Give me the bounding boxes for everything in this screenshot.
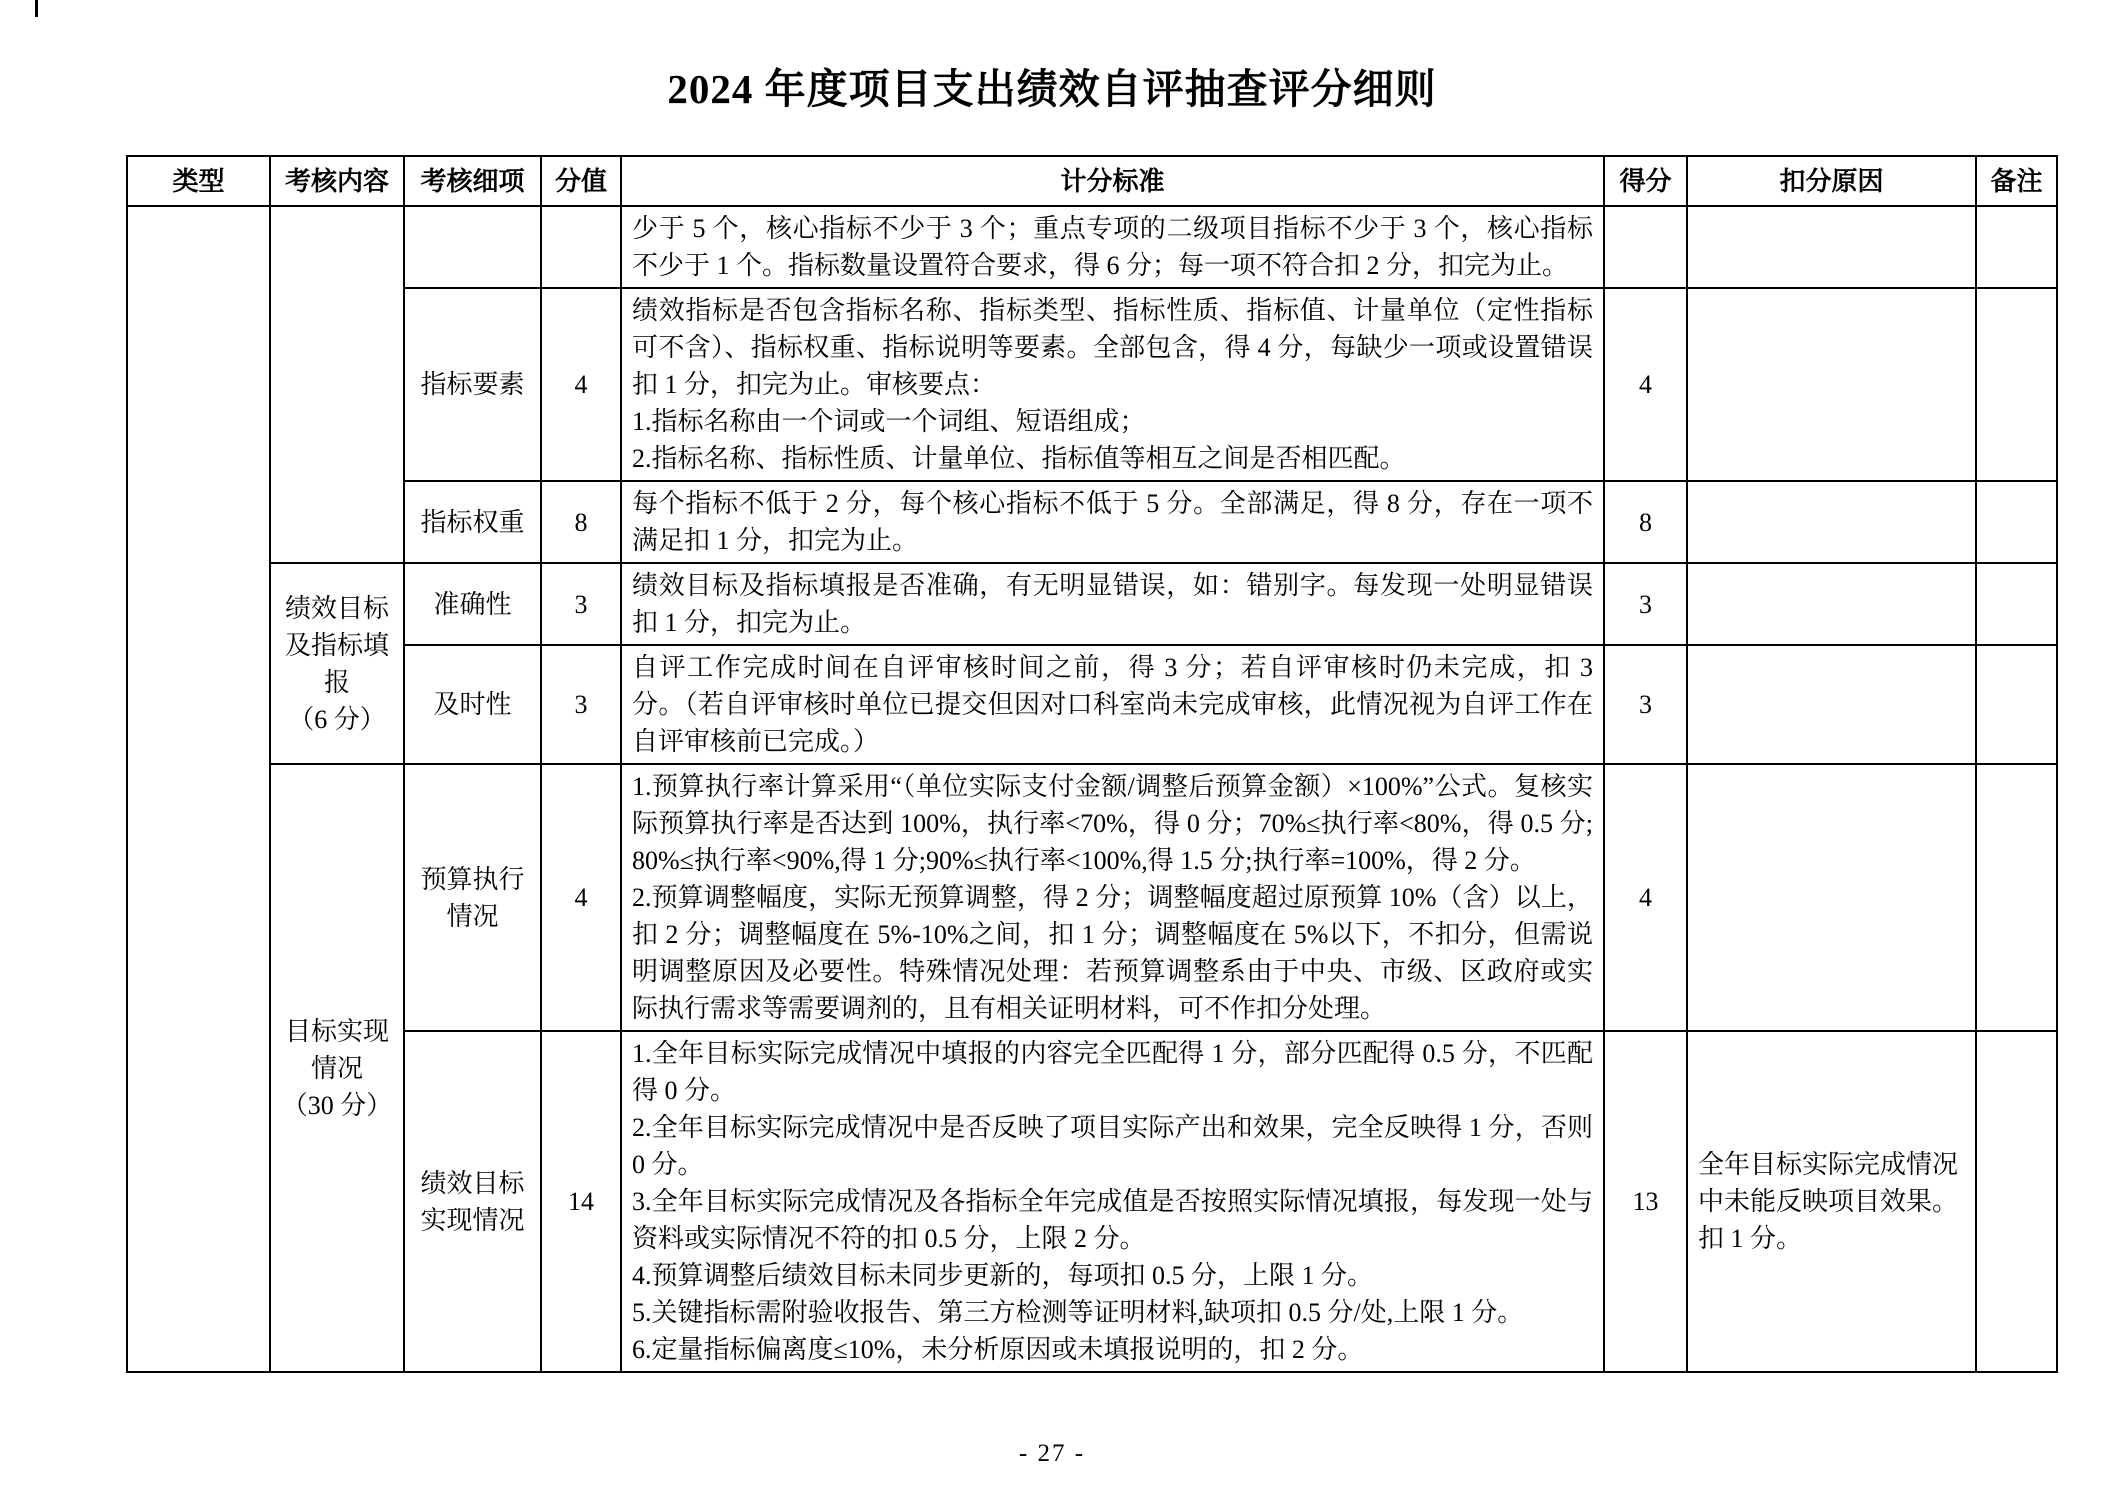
content-group-name: 绩效目标及指标填报 bbox=[284, 593, 389, 697]
table-row bbox=[127, 645, 2057, 764]
content-group-score: （30 分） bbox=[281, 1090, 393, 1120]
page-title: 2024 年度项目支出绩效自评抽查评分细则 bbox=[667, 66, 1437, 112]
cell-remark bbox=[1976, 206, 2057, 288]
content-group-name: 目标实现情况 bbox=[284, 1016, 389, 1083]
cell-item: 指标要素 bbox=[404, 288, 541, 481]
cell-remark bbox=[1976, 764, 2057, 1031]
table-row bbox=[127, 1031, 2057, 1372]
cell-deduction bbox=[1687, 563, 1976, 645]
cell-criteria: 自评工作完成时间在自评审核时间之前，得 3 分；若自评审核时仍未完成，扣 3 分。（若自评审核时单位已提交但因对口科室尚未完成审核，此情况视为自评工作在自评审核前已完成。） bbox=[621, 645, 1604, 764]
cell-score: 13 bbox=[1604, 1031, 1687, 1372]
cell-points: 3 bbox=[541, 563, 621, 645]
cell-score: 4 bbox=[1604, 764, 1687, 1031]
cell-item bbox=[404, 206, 541, 288]
col-header-item: 考核细项 bbox=[404, 156, 541, 206]
cell-content-group-filling bbox=[270, 563, 404, 764]
cell-criteria: 绩效指标是否包含指标名称、指标类型、指标性质、指标值、计量单位（定性指标可不含）、指标权重、指标说明等要素。全部包含，得 4 分，每缺少一项或设置错误扣 1 分，扣完为止。审核要点： 1.指标名称由一个词或一个词组、短语组成； 2.指标名称、指标性质、计量单位、指标值等相互之间是否相匹配。 bbox=[621, 288, 1604, 481]
table-row bbox=[127, 288, 2057, 481]
cell-points: 8 bbox=[541, 481, 621, 563]
cell-content-group-realization bbox=[270, 764, 404, 1372]
cell-type-group bbox=[127, 206, 270, 1372]
cell-remark bbox=[1976, 563, 2057, 645]
header-row bbox=[127, 156, 2057, 206]
cell-score: 8 bbox=[1604, 481, 1687, 563]
cell-criteria: 每个指标不低于 2 分，每个核心指标不低于 5 分。全部满足，得 8 分，存在一项不满足扣 1 分，扣完为止。 bbox=[621, 481, 1604, 563]
cell-item: 准确性 bbox=[404, 563, 541, 645]
cell-score: 3 bbox=[1604, 563, 1687, 645]
col-header-deduction: 扣分原因 bbox=[1687, 156, 1976, 206]
col-header-remark: 备注 bbox=[1976, 156, 2057, 206]
cell-deduction bbox=[1687, 288, 1976, 481]
cell-content-group-continued bbox=[270, 206, 404, 563]
cell-points bbox=[541, 206, 621, 288]
cell-criteria: 1.预算执行率计算采用“（单位实际支付金额/调整后预算金额）×100%”公式。复核实际预算执行率是否达到 100%，执行率<70%，得 0 分；70%≤执行率<80%，得 0.5 分;80%≤执行率<90%,得 1 分;90%≤执行率<100%,得 1.5 分;执行率=100%，得 2 分。 2.预算调整幅度，实际无预算调整，得 2 分；调整幅度超过原预算 10%（含）以上，扣 2 分；调整幅度在 5%-10%之间，扣 1 分；调整幅度在 5%以下，不扣分，但需说明调整原因及必要性。特殊情况处理：若预算调整系由于中央、市级、区政府或实际执行需求等需要调剂的，且有相关证明材料，可不作扣分处理。 bbox=[621, 764, 1604, 1031]
cell-remark bbox=[1976, 1031, 2057, 1372]
table-row bbox=[127, 481, 2057, 563]
cell-remark bbox=[1976, 288, 2057, 481]
col-header-points: 分值 bbox=[541, 156, 621, 206]
table-row bbox=[127, 563, 2057, 645]
col-header-criteria: 计分标准 bbox=[621, 156, 1604, 206]
col-header-type: 类型 bbox=[127, 156, 270, 206]
cell-item: 及时性 bbox=[404, 645, 541, 764]
col-header-content: 考核内容 bbox=[270, 156, 404, 206]
cell-criteria: 1.全年目标实际完成情况中填报的内容完全匹配得 1 分，部分匹配得 0.5 分，不匹配得 0 分。 2.全年目标实际完成情况中是否反映了项目实际产出和效果，完全反映得 1 分，否则 0 分。 3.全年目标实际完成情况及各指标全年完成值是否按照实际情况填报，每发现一处与资料或实际情况不符的扣 0.5 分，上限 2 分。 4.预算调整后绩效目标未同步更新的，每项扣 0.5 分，上限 1 分。 5.关键指标需附验收报告、第三方检测等证明材料,缺项扣 0.5 分/处,上限 1 分。 6.定量指标偏离度≤10%，未分析原因或未填报说明的，扣 2 分。 bbox=[621, 1031, 1604, 1372]
page-corner-mark bbox=[35, 0, 38, 17]
cell-points: 14 bbox=[541, 1031, 621, 1372]
cell-item: 指标权重 bbox=[404, 481, 541, 563]
cell-item: 绩效目标实现情况 bbox=[404, 1031, 541, 1372]
cell-deduction: 全年目标实际完成情况中未能反映项目效果。扣 1 分。 bbox=[1687, 1031, 1976, 1372]
cell-points: 3 bbox=[541, 645, 621, 764]
cell-deduction bbox=[1687, 645, 1976, 764]
cell-score bbox=[1604, 206, 1687, 288]
scoring-table bbox=[126, 155, 2058, 1373]
table-row bbox=[127, 764, 2057, 1031]
cell-score: 3 bbox=[1604, 645, 1687, 764]
col-header-score: 得分 bbox=[1604, 156, 1687, 206]
page-number: - 27 - bbox=[1018, 1440, 1086, 1467]
cell-criteria: 绩效目标及指标填报是否准确，有无明显错误，如：错别字。每发现一处明显错误扣 1 分，扣完为止。 bbox=[621, 563, 1604, 645]
cell-points: 4 bbox=[541, 764, 621, 1031]
table-row bbox=[127, 206, 2057, 288]
cell-deduction bbox=[1687, 206, 1976, 288]
cell-deduction bbox=[1687, 764, 1976, 1031]
cell-remark bbox=[1976, 481, 2057, 563]
cell-deduction bbox=[1687, 481, 1976, 563]
content-group-score: （6 分） bbox=[288, 704, 386, 734]
cell-criteria: 少于 5 个，核心指标不少于 3 个；重点专项的二级项目指标不少于 3 个，核心指标不少于 1 个。指标数量设置符合要求，得 6 分；每一项不符合扣 2 分，扣完为止。 bbox=[621, 206, 1604, 288]
cell-points: 4 bbox=[541, 288, 621, 481]
cell-remark bbox=[1976, 645, 2057, 764]
cell-item: 预算执行情况 bbox=[404, 764, 541, 1031]
cell-score: 4 bbox=[1604, 288, 1687, 481]
